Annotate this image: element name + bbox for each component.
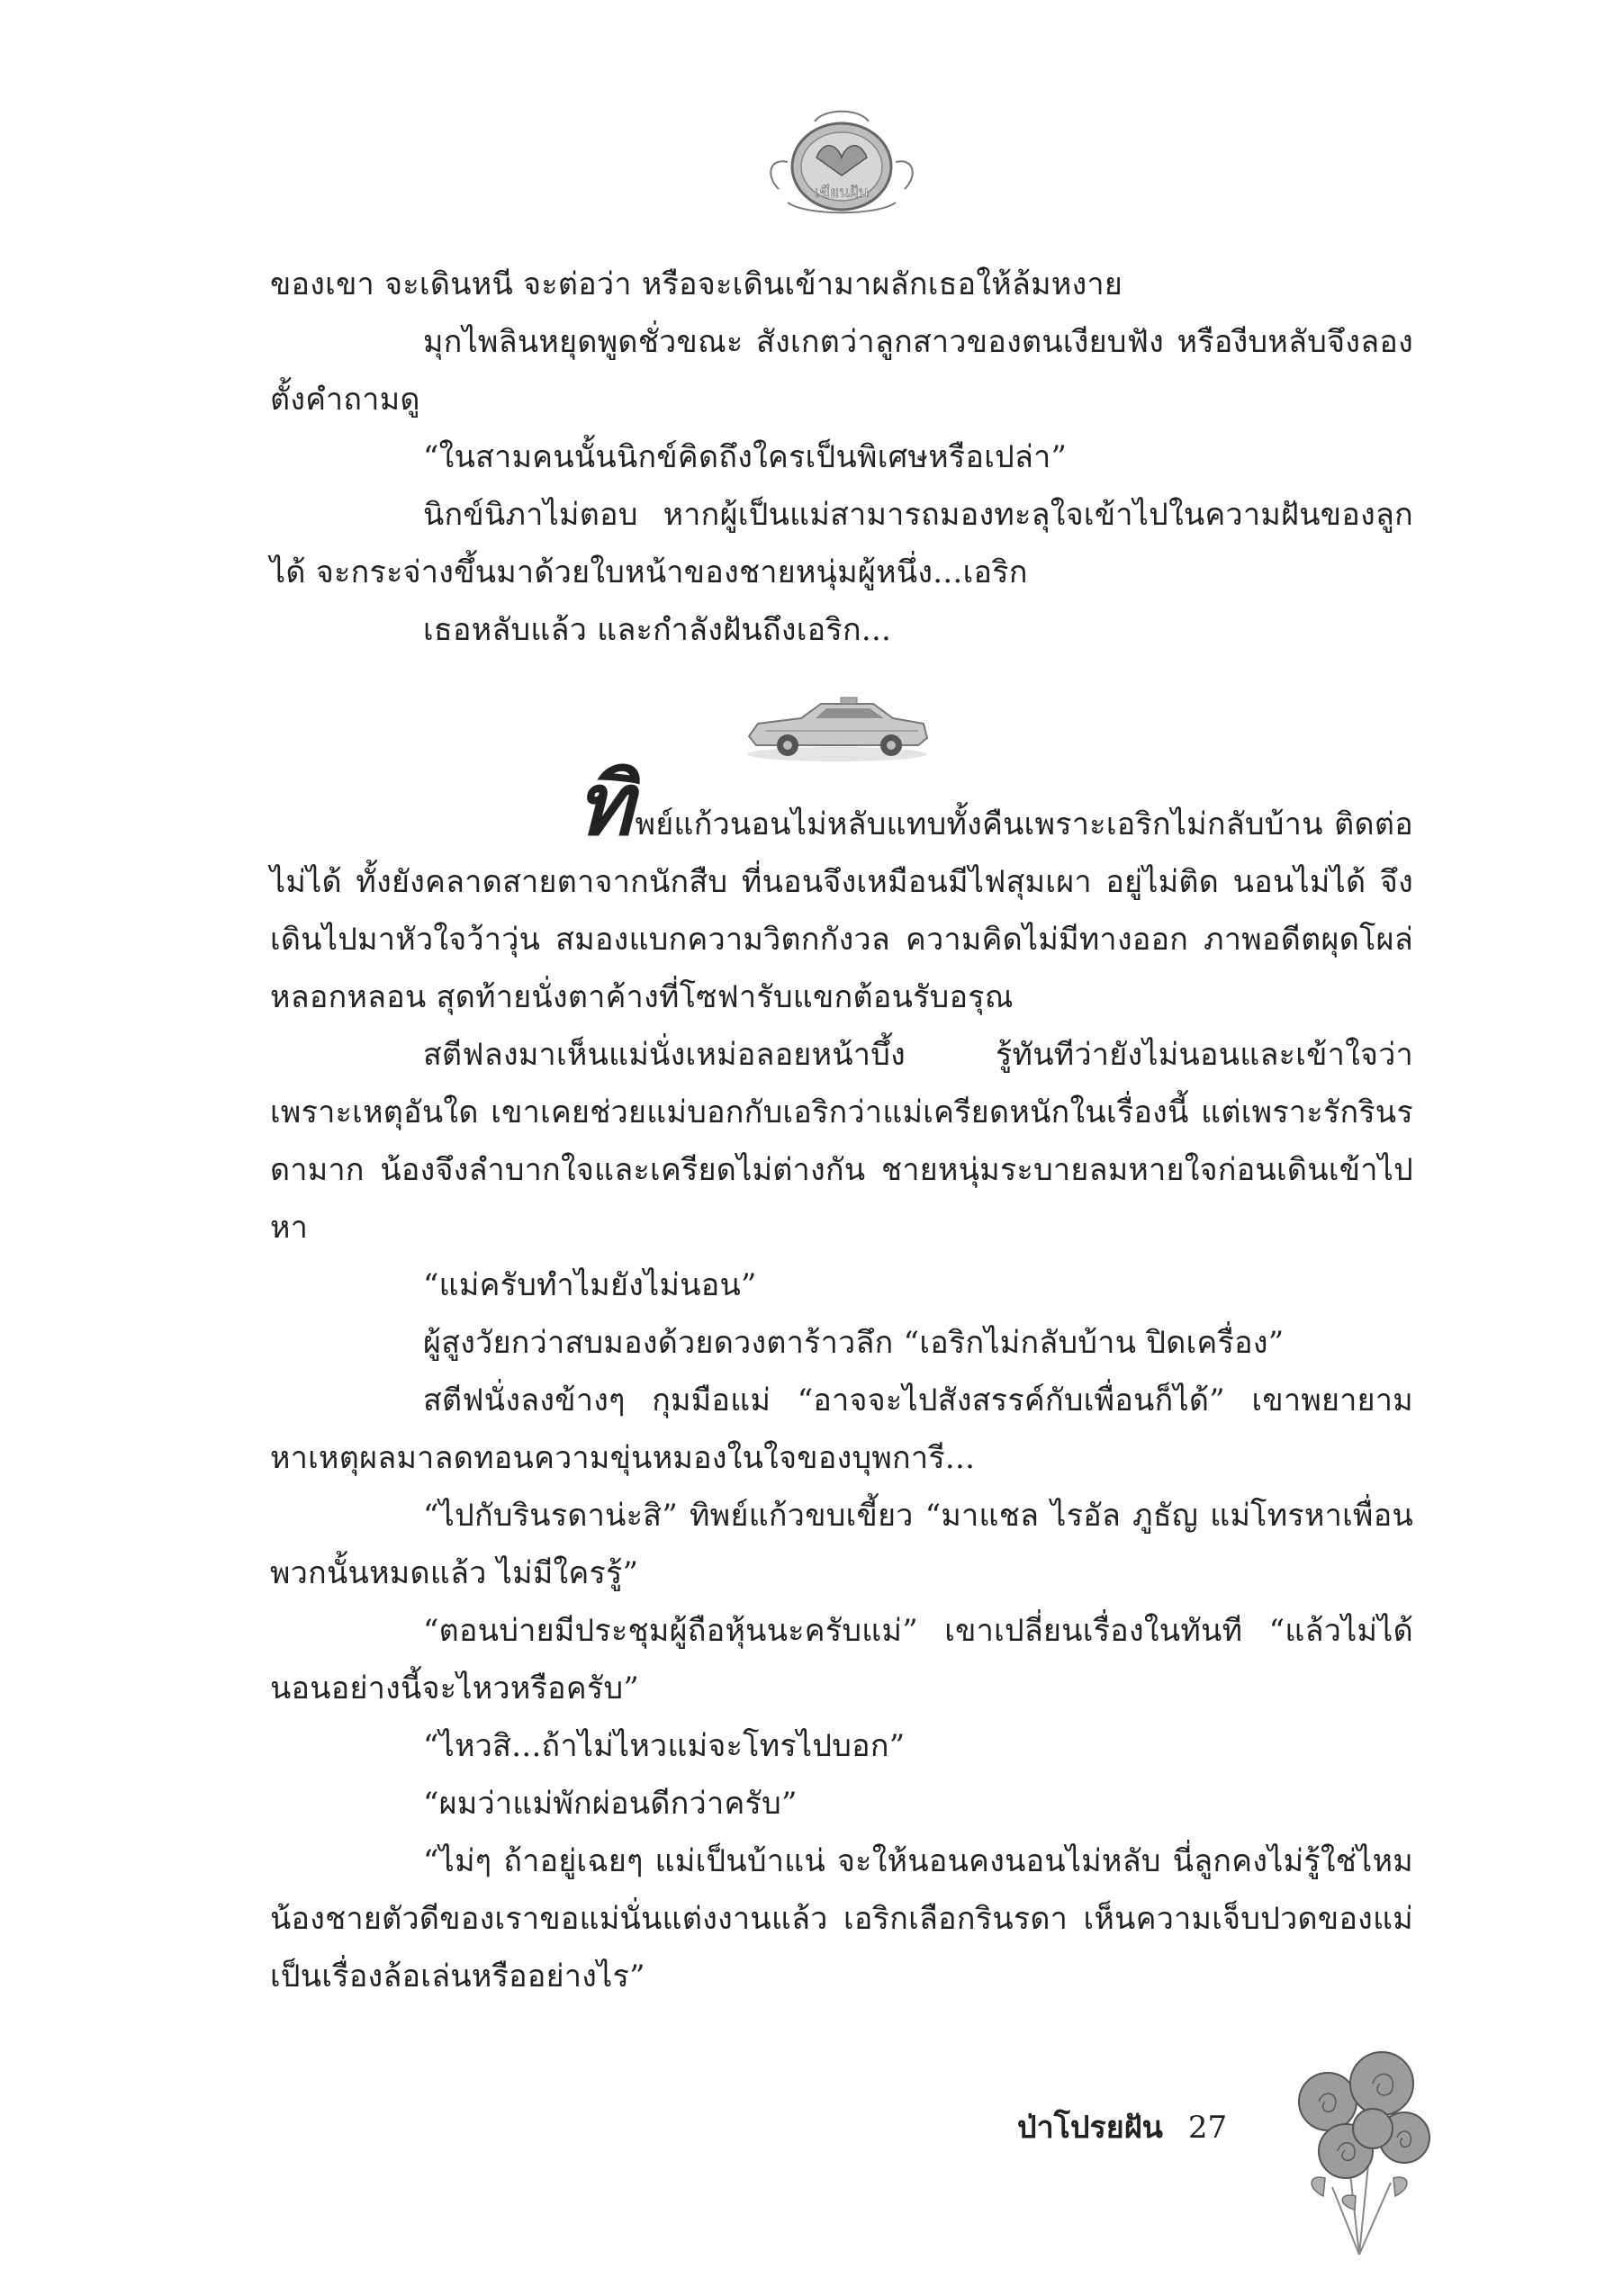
paragraph: สตีฟนั่งลงข้างๆ กุมมือแม่ “อาจจะไปสังสรรค์กับเพื่อนก็ได้” เขาพยายามหาเหตุผลมาลดทอนความขุ่นหมองในใจของบุพการี...: [270, 1382, 1413, 1476]
paragraph: “ไปกับรินรดาน่ะสิ” ทิพย์แก้วขบเขี้ยว “มาแชล ไรอัล ภูธัญ แม่โทรหาเพื่อนพวกนั้นหมดแล้ว ไม่มีใครรู้”: [270, 1498, 1413, 1591]
paragraph: “ตอนบ่ายมีประชุมผู้ถือหุ้นนะครับแม่” เขาเปลี่ยนเรื่องในทันที “แล้วไม่ได้นอนอย่างนี้จะไหวหรือครับ”: [270, 1613, 1413, 1706]
paragraph: สตีฟลงมาเห็นแม่นั่งเหม่อลอยหน้าบึ้ง รู้ทันทีว่ายังไม่นอนและเข้าใจว่าเพราะเหตุอันใด เขาเคยช่วยแม่บอกกับเอริกว่าแม่เครียดหนักในเรื่องนี้ แต่เพราะรักรินรดามาก น้องจึงลำบากใจและเครียดไม่ต่างกัน ชายหนุ่มระบายลมหายใจก่อนเดินเข้าไปหา: [270, 1037, 1413, 1246]
opening-text: พย์แก้วนอนไม่หลับแทบทั้งคืนเพราะเอริกไม่กลับบ้าน ติดต่อไม่ได้ ทั้งยังคลาดสายตาจากนักสืบ ที่นอนจึงเหมือนมีไฟสุมเผา อยู่ไม่ติด นอนไม่ได้ จึงเดินไปมาหัวใจว้าวุ่น สมองแบกความวิตกกังวล ความคิดไม่มีทางออก ภาพอดีตผุดโผล่หลอกหลอน สุดท้ายนั่งตาค้างที่โซฟารับแขกต้อนรับอรุณ: [270, 806, 1413, 1015]
paragraph: “ในสามคนนั้นนิกข์คิดถึงใครเป็นพิเศษหรือเปล่า”: [423, 439, 1068, 475]
paragraph: เธอหลับแล้ว และกำลังฝันถึงเอริก...: [423, 612, 892, 648]
text-block-bottom: [270, 753, 1413, 2005]
page-number: 27: [1187, 2110, 1228, 2146]
book-title: ป่าโปรยฝัน: [1017, 2110, 1163, 2146]
drop-cap: ทิ: [576, 753, 634, 855]
logo-text: เขียนฝัน: [814, 184, 870, 202]
car-illustration: [738, 684, 936, 765]
paragraph: “ไหวสิ...ถ้าไม่ไหวแม่จะโทรไปบอก”: [423, 1728, 906, 1764]
page-footer: [1017, 2102, 1227, 2151]
paragraph: ผู้สูงวัยกว่าสบมองด้วยดวงตาร้าวลึก “เอริกไม่กลับบ้าน ปิดเครื่อง”: [423, 1325, 1285, 1361]
header-logo: [761, 104, 923, 221]
paragraph: “แม่ครับทำไมยังไม่นอน”: [423, 1267, 757, 1303]
paragraph: มุกไพลินหยุดพูดชั่วขณะ สังเกตว่าลูกสาวของตนเงียบฟัง หรืองีบหลับจึงลองตั้งคำถามดู: [270, 324, 1413, 418]
paragraph: “ผมว่าแม่พักผ่อนดีกว่าครับ”: [423, 1786, 798, 1822]
text-block-top: [270, 256, 1413, 659]
roses-illustration: [1269, 2030, 1449, 2259]
opening-paragraph: [270, 753, 1413, 1026]
paragraph: ของเขา จะเดินหนี จะต่อว่า หรือจะเดินเข้ามาผลักเธอให้ล้มหงาย: [270, 266, 1123, 302]
paragraph: “ไม่ๆ ถ้าอยู่เฉยๆ แม่เป็นบ้าแน่ จะให้นอนคงนอนไม่หลับ นี่ลูกคงไม่รู้ใช่ไหม น้องชายตัวดีของเราขอแม่นั่นแต่งงานแล้ว เอริกเลือกรินรดา เห็นความเจ็บปวดของแม่เป็นเรื่องล้อเล่นหรืออย่างไร”: [270, 1843, 1413, 1994]
paragraph: นิกข์นิภาไม่ตอบ หากผู้เป็นแม่สามารถมองทะลุใจเข้าไปในความฝันของลูกได้ จะกระจ่างขึ้นมาด้วยใบหน้าของชายหนุ่มผู้หนึ่ง...เอริก: [270, 497, 1413, 590]
